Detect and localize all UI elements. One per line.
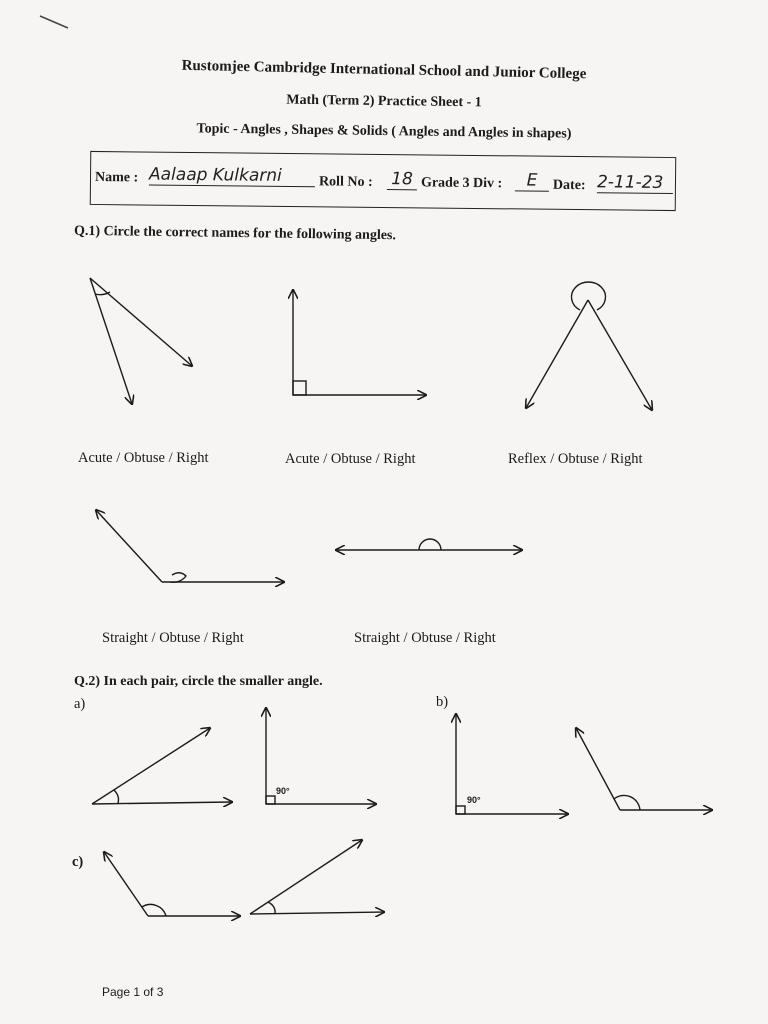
q1-angle-3-reflex [526, 282, 652, 410]
q1-option-1[interactable]: Acute / Obtuse / Right [78, 450, 209, 466]
q2a-right-angle-label: 90° [276, 786, 290, 796]
date-label: Date: [552, 177, 586, 194]
q1-angle-5-straight [336, 539, 522, 550]
q1-angle-4-obtuse [96, 510, 284, 582]
question-2-title: Q.2) In each pair, circle the smaller angle. [74, 674, 323, 689]
name-label: Name : [94, 169, 139, 186]
q1-option-5[interactable]: Straight / Obtuse / Right [354, 630, 496, 646]
q1-angle-2-right [293, 290, 426, 395]
q1-angle-1-acute [90, 278, 192, 404]
q2c-angle-acute [250, 840, 384, 914]
q2-part-b-label: b) [436, 694, 449, 710]
div-value: E [515, 170, 549, 191]
grade-div-label: Grade 3 Div : [420, 175, 503, 192]
date-value: 2-11-23 [597, 172, 673, 194]
q2-part-a-label: a) [74, 696, 86, 712]
sheet-subject: Math (Term 2) Practice Sheet - 1 [286, 92, 482, 111]
question-1-title: Q.1) Circle the correct names for the following angles. [73, 223, 397, 244]
q1-option-4[interactable]: Straight / Obtuse / Right [102, 630, 244, 646]
q2c-angle-obtuse [104, 852, 240, 916]
q1-option-3[interactable]: Reflex / Obtuse / Right [508, 451, 643, 467]
q2b-right-angle-label: 90° [467, 795, 481, 805]
roll-label: Roll No : [318, 174, 373, 190]
sheet-topic: Topic - Angles , Shapes & Solids ( Angles and Angles in shapes) [196, 121, 572, 142]
q1-option-2[interactable]: Acute / Obtuse / Right [285, 451, 416, 467]
q2b-angle-obtuse [576, 728, 712, 810]
name-value: Aalaap Kulkarni [149, 165, 315, 188]
q2-part-c-label: c) [72, 854, 84, 870]
pencil-mark [40, 16, 68, 28]
q2a-angle-acute [92, 728, 232, 804]
school-name: Rustomjee Cambridge International School and Junior College [181, 57, 587, 83]
roll-value: 18 [387, 169, 417, 190]
page-number: Page 1 of 3 [102, 985, 164, 999]
